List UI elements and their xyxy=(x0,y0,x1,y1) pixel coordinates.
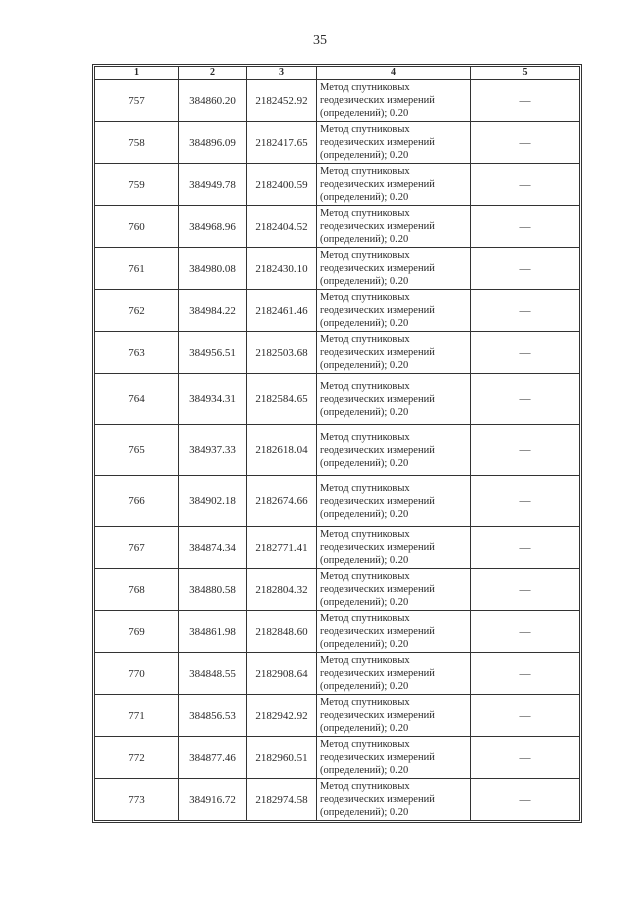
dash-mark: — xyxy=(519,136,531,149)
coordinate-x: 384856.53 xyxy=(179,695,247,737)
method-description xyxy=(317,695,471,737)
coordinate-y: 2182908.64 xyxy=(247,653,317,695)
method-description xyxy=(317,248,471,290)
table-row xyxy=(95,290,580,332)
method-description xyxy=(317,476,471,527)
method-line-2: геодезических измерений xyxy=(320,444,435,456)
column-header-4: 4 xyxy=(317,67,471,80)
method-line-3: (определений); 0.20 xyxy=(320,765,409,776)
method-line-1: Метод спутниковых xyxy=(320,739,410,750)
method-line-2: геодезических измерений xyxy=(320,347,435,358)
point-number: 758 xyxy=(95,122,179,164)
method-line-1: Метод спутниковых xyxy=(320,571,410,582)
table-row xyxy=(95,425,580,476)
method-line-2: геодезических измерений xyxy=(320,263,435,274)
method-description xyxy=(317,569,471,611)
method-description xyxy=(317,653,471,695)
table-header-row xyxy=(95,67,580,80)
point-number: 760 xyxy=(95,206,179,248)
column-5-value xyxy=(471,569,580,611)
table-row xyxy=(95,779,580,821)
coordinate-y: 2182848.60 xyxy=(247,611,317,653)
method-description xyxy=(317,779,471,821)
point-number: 762 xyxy=(95,290,179,332)
point-number: 766 xyxy=(95,476,179,527)
method-line-2: геодезических измерений xyxy=(320,710,435,721)
coordinate-y: 2182618.04 xyxy=(247,425,317,476)
column-5-value xyxy=(471,248,580,290)
method-line-3: (определений); 0.20 xyxy=(320,108,409,119)
point-number: 769 xyxy=(95,611,179,653)
dash-mark: — xyxy=(519,94,531,107)
table-row xyxy=(95,476,580,527)
dash-mark: — xyxy=(519,541,531,554)
method-line-2: геодезических измерений xyxy=(320,495,435,507)
dash-mark: — xyxy=(519,495,531,507)
point-number: 768 xyxy=(95,569,179,611)
coordinate-x: 384934.31 xyxy=(179,374,247,425)
dash-mark: — xyxy=(519,393,531,405)
table-body xyxy=(95,80,580,821)
method-description xyxy=(317,332,471,374)
method-line-2: геодезических измерений xyxy=(320,626,435,637)
method-line-2: геодезических измерений xyxy=(320,221,435,232)
method-line-3: (определений); 0.20 xyxy=(320,360,409,371)
dash-mark: — xyxy=(519,583,531,596)
column-header-3: 3 xyxy=(247,67,317,80)
table-row xyxy=(95,122,580,164)
method-line-3: (определений); 0.20 xyxy=(320,681,409,692)
method-line-1: Метод спутниковых xyxy=(320,292,410,303)
method-description xyxy=(317,290,471,332)
coordinate-x: 384848.55 xyxy=(179,653,247,695)
coordinate-y: 2182974.58 xyxy=(247,779,317,821)
coordinate-x: 384880.58 xyxy=(179,569,247,611)
point-number: 764 xyxy=(95,374,179,425)
dash-mark: — xyxy=(519,625,531,638)
column-header-5: 5 xyxy=(471,67,580,80)
coordinate-x: 384896.09 xyxy=(179,122,247,164)
table-row xyxy=(95,611,580,653)
method-description xyxy=(317,164,471,206)
method-line-2: геодезических измерений xyxy=(320,794,435,805)
method-line-2: геодезических измерений xyxy=(320,305,435,316)
coordinate-y: 2182417.65 xyxy=(247,122,317,164)
dash-mark: — xyxy=(519,220,531,233)
point-number: 761 xyxy=(95,248,179,290)
table-row xyxy=(95,695,580,737)
coordinate-y: 2182452.92 xyxy=(247,80,317,122)
column-5-value xyxy=(471,374,580,425)
coordinates-table xyxy=(94,66,580,821)
method-description xyxy=(317,527,471,569)
method-description xyxy=(317,737,471,779)
column-5-value xyxy=(471,737,580,779)
method-line-3: (определений); 0.20 xyxy=(320,234,409,245)
table-row xyxy=(95,80,580,122)
method-line-1: Метод спутниковых xyxy=(320,613,410,624)
table-row xyxy=(95,206,580,248)
page-number: 35 xyxy=(313,33,327,48)
coordinate-x: 384956.51 xyxy=(179,332,247,374)
point-number: 765 xyxy=(95,425,179,476)
method-line-1: Метод спутниковых xyxy=(320,655,410,666)
dash-mark: — xyxy=(519,444,531,456)
method-line-1: Метод спутниковых xyxy=(320,529,410,540)
point-number: 763 xyxy=(95,332,179,374)
column-5-value xyxy=(471,653,580,695)
coordinate-x: 384874.34 xyxy=(179,527,247,569)
coordinate-y: 2182804.32 xyxy=(247,569,317,611)
method-description xyxy=(317,425,471,476)
method-description xyxy=(317,611,471,653)
method-line-3: (определений); 0.20 xyxy=(320,723,409,734)
column-header-1: 1 xyxy=(95,67,179,80)
method-line-3: (определений); 0.20 xyxy=(320,555,409,566)
column-5-value xyxy=(471,476,580,527)
method-line-3: (определений); 0.20 xyxy=(320,406,409,418)
coordinate-y: 2182942.92 xyxy=(247,695,317,737)
table-row xyxy=(95,248,580,290)
point-number: 773 xyxy=(95,779,179,821)
method-line-1: Метод спутниковых xyxy=(320,697,410,708)
dash-mark: — xyxy=(519,178,531,191)
method-line-3: (определений); 0.20 xyxy=(320,457,409,469)
coordinate-y: 2182503.68 xyxy=(247,332,317,374)
point-number: 772 xyxy=(95,737,179,779)
column-5-value xyxy=(471,779,580,821)
dash-mark: — xyxy=(519,709,531,722)
coordinate-x: 384968.96 xyxy=(179,206,247,248)
method-line-2: геодезических измерений xyxy=(320,584,435,595)
dash-mark: — xyxy=(519,667,531,680)
dash-mark: — xyxy=(519,346,531,359)
coordinate-x: 384877.46 xyxy=(179,737,247,779)
coordinate-x: 384861.98 xyxy=(179,611,247,653)
coordinates-table-frame xyxy=(92,64,582,823)
method-line-2: геодезических измерений xyxy=(320,668,435,679)
coordinate-y: 2182960.51 xyxy=(247,737,317,779)
coordinate-x: 384902.18 xyxy=(179,476,247,527)
table-row xyxy=(95,569,580,611)
method-line-1: Метод спутниковых xyxy=(320,124,410,135)
coordinate-x: 384937.33 xyxy=(179,425,247,476)
method-line-2: геодезических измерений xyxy=(320,542,435,553)
method-line-3: (определений); 0.20 xyxy=(320,807,409,818)
method-line-1: Метод спутниковых xyxy=(320,166,410,177)
column-5-value xyxy=(471,290,580,332)
table-row xyxy=(95,332,580,374)
column-5-value xyxy=(471,695,580,737)
method-line-2: геодезических измерений xyxy=(320,752,435,763)
method-line-1: Метод спутниковых xyxy=(320,431,410,443)
coordinate-y: 2182674.66 xyxy=(247,476,317,527)
coordinate-y: 2182430.10 xyxy=(247,248,317,290)
method-line-3: (определений); 0.20 xyxy=(320,597,409,608)
column-5-value xyxy=(471,611,580,653)
method-description xyxy=(317,374,471,425)
column-5-value xyxy=(471,527,580,569)
method-line-1: Метод спутниковых xyxy=(320,781,410,792)
table-row xyxy=(95,374,580,425)
column-5-value xyxy=(471,164,580,206)
coordinate-x: 384984.22 xyxy=(179,290,247,332)
coordinate-y: 2182400.59 xyxy=(247,164,317,206)
method-line-1: Метод спутниковых xyxy=(320,208,410,219)
method-line-1: Метод спутниковых xyxy=(320,334,410,345)
coordinate-y: 2182771.41 xyxy=(247,527,317,569)
method-line-2: геодезических измерений xyxy=(320,137,435,148)
coordinate-y: 2182404.52 xyxy=(247,206,317,248)
table-row xyxy=(95,653,580,695)
method-description xyxy=(317,80,471,122)
method-line-3: (определений); 0.20 xyxy=(320,639,409,650)
point-number: 770 xyxy=(95,653,179,695)
column-5-value xyxy=(471,332,580,374)
point-number: 771 xyxy=(95,695,179,737)
coordinate-x: 384860.20 xyxy=(179,80,247,122)
method-line-1: Метод спутниковых xyxy=(320,380,410,392)
method-line-2: геодезических измерений xyxy=(320,95,435,106)
coordinate-x: 384980.08 xyxy=(179,248,247,290)
method-description xyxy=(317,122,471,164)
column-5-value xyxy=(471,80,580,122)
point-number: 759 xyxy=(95,164,179,206)
column-header-2: 2 xyxy=(179,67,247,80)
dash-mark: — xyxy=(519,793,531,806)
point-number: 757 xyxy=(95,80,179,122)
method-line-1: Метод спутниковых xyxy=(320,482,410,494)
dash-mark: — xyxy=(519,304,531,317)
method-line-3: (определений); 0.20 xyxy=(320,150,409,161)
method-line-3: (определений); 0.20 xyxy=(320,318,409,329)
coordinate-x: 384916.72 xyxy=(179,779,247,821)
method-line-3: (определений); 0.20 xyxy=(320,276,409,287)
method-line-3: (определений); 0.20 xyxy=(320,192,409,203)
table-row xyxy=(95,164,580,206)
column-5-value xyxy=(471,425,580,476)
coordinate-y: 2182461.46 xyxy=(247,290,317,332)
point-number: 767 xyxy=(95,527,179,569)
column-5-value xyxy=(471,122,580,164)
method-description xyxy=(317,206,471,248)
method-line-3: (определений); 0.20 xyxy=(320,508,409,520)
table-row xyxy=(95,527,580,569)
dash-mark: — xyxy=(519,751,531,764)
coordinate-y: 2182584.65 xyxy=(247,374,317,425)
table-row xyxy=(95,737,580,779)
column-5-value xyxy=(471,206,580,248)
coordinate-x: 384949.78 xyxy=(179,164,247,206)
method-line-1: Метод спутниковых xyxy=(320,82,410,93)
dash-mark: — xyxy=(519,262,531,275)
method-line-2: геодезических измерений xyxy=(320,179,435,190)
method-line-2: геодезических измерений xyxy=(320,393,435,405)
method-line-1: Метод спутниковых xyxy=(320,250,410,261)
